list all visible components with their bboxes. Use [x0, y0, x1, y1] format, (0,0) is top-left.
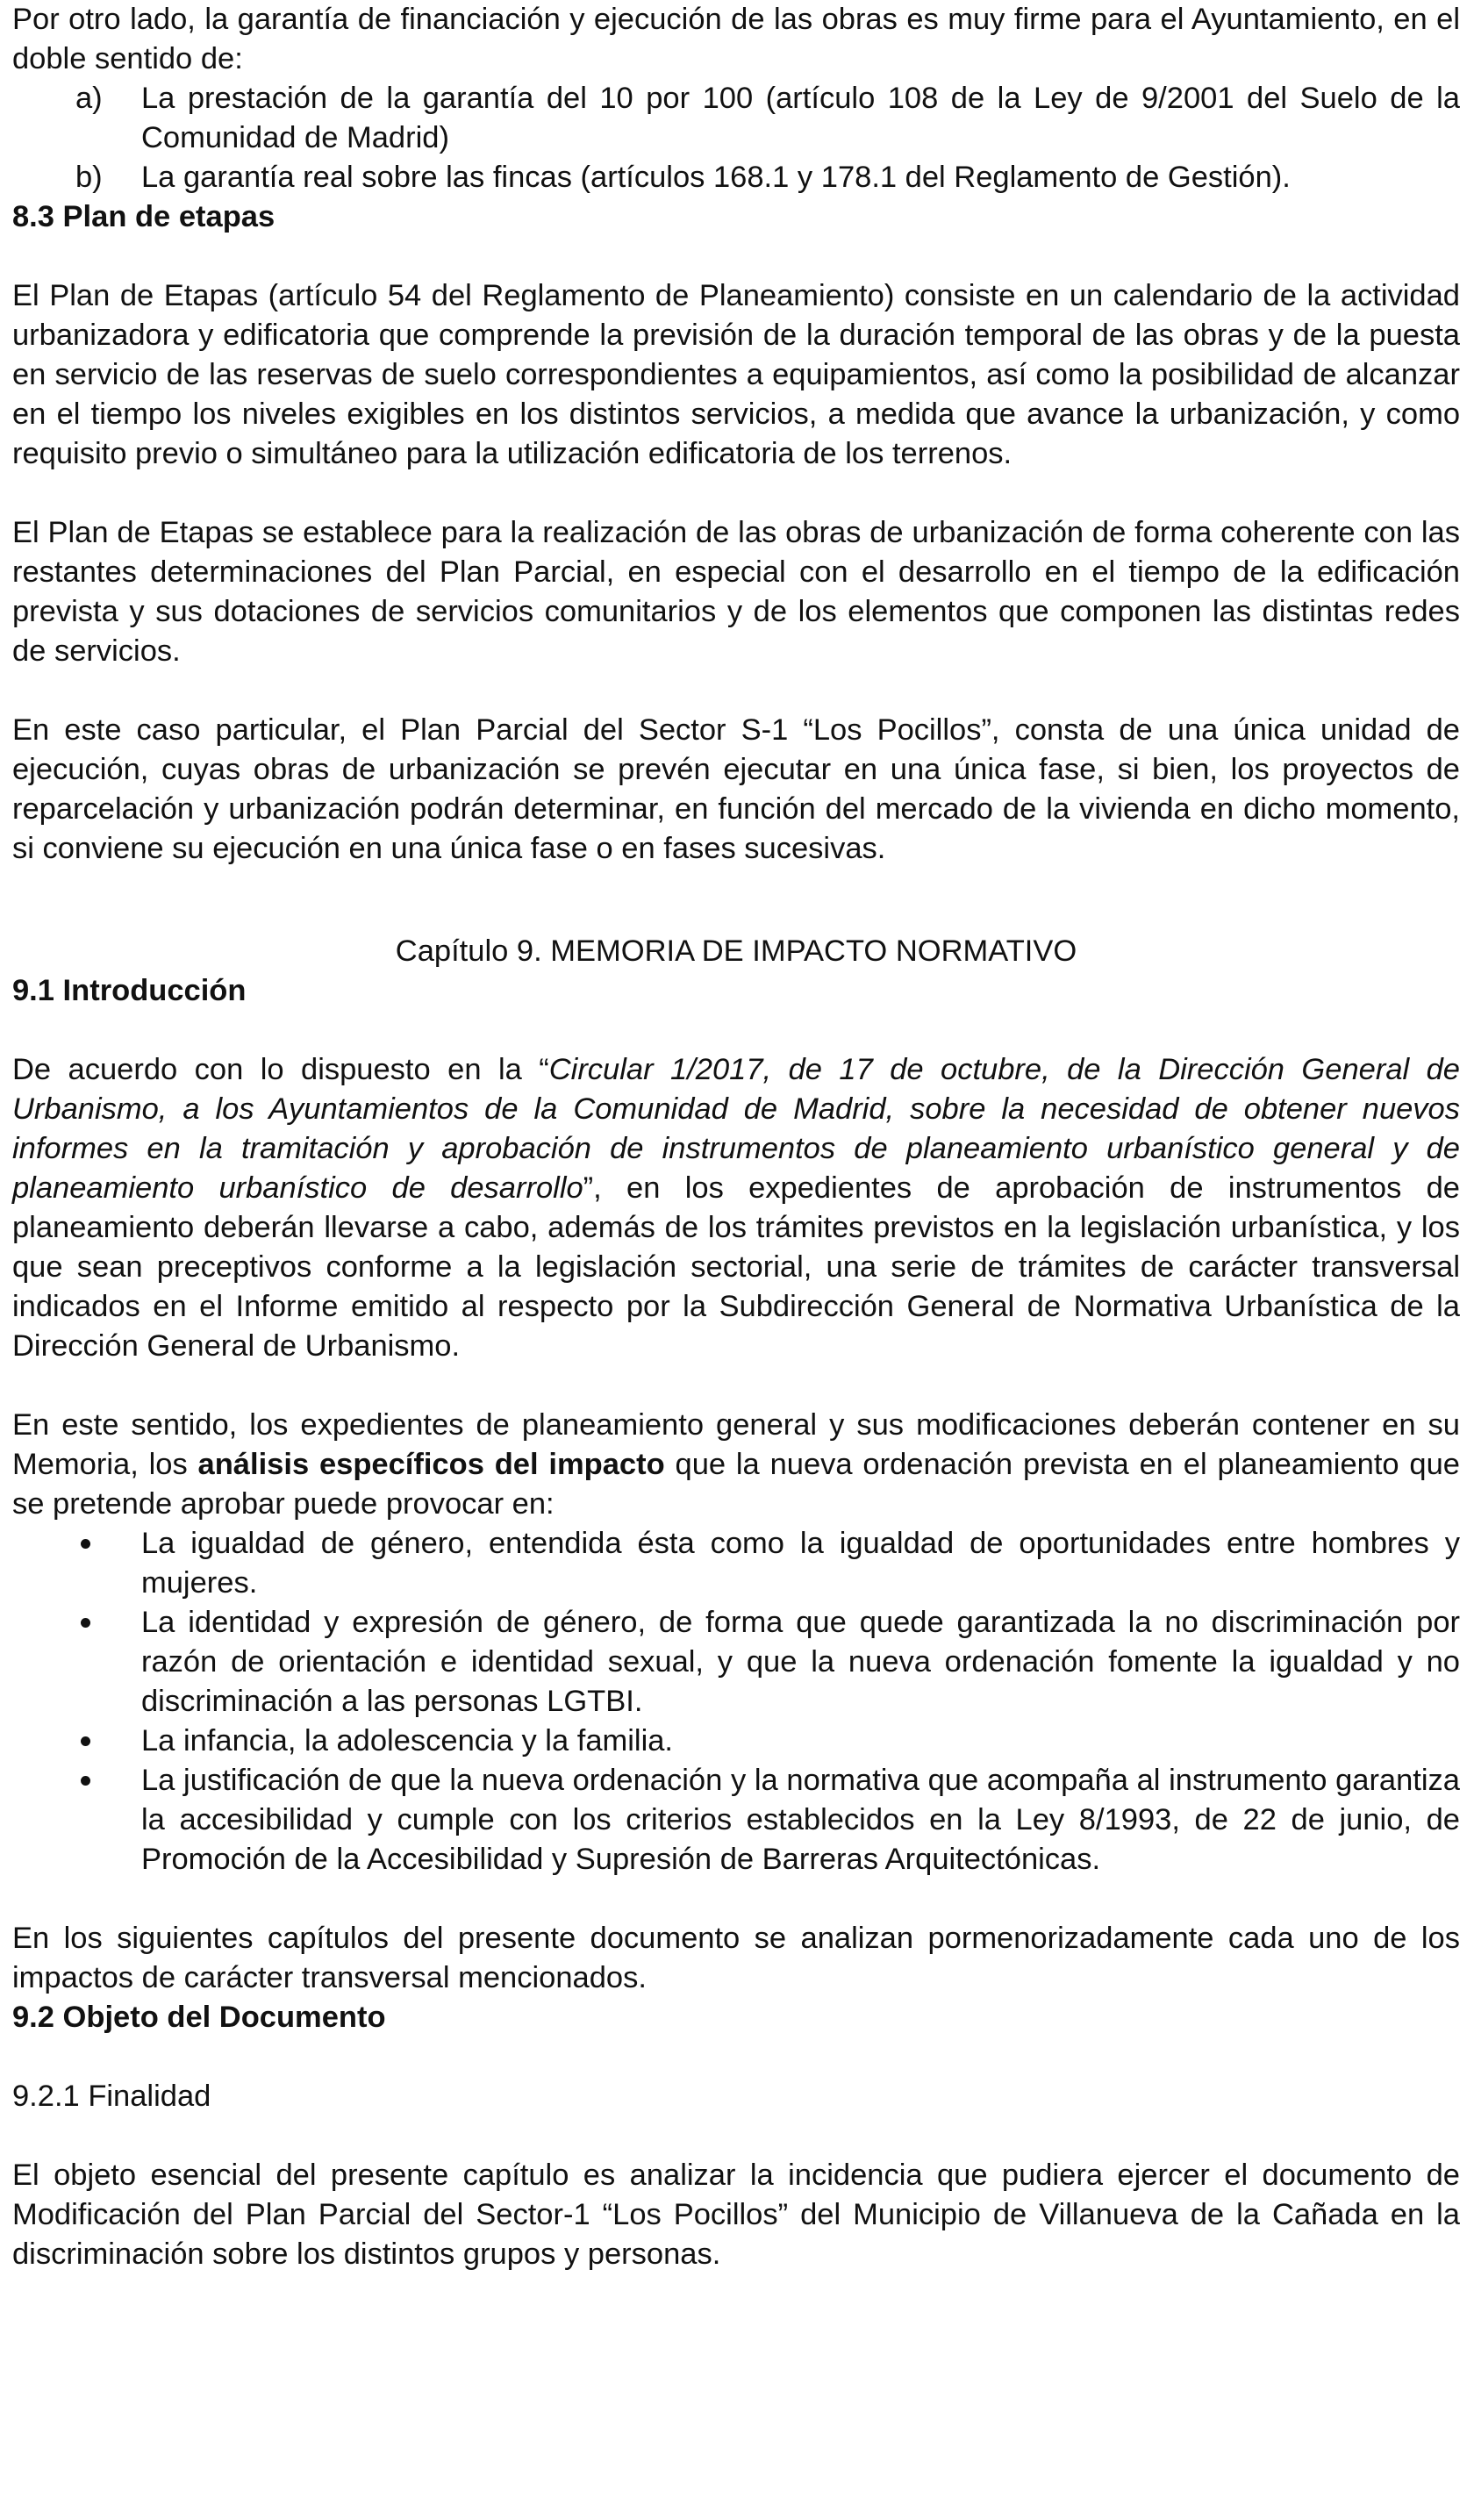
- list-item: [12, 79, 1460, 158]
- text-run: En este sentido, los expedientes de planeamiento general y sus modificaciones deberán contener en su Memoria, los: [12, 1408, 1460, 1481]
- chapter-title: Capítulo 9. MEMORIA DE IMPACTO NORMATIVO: [395, 934, 1077, 968]
- paragraph: El Plan de Etapas (artículo 54 del Reglamento de Planeamiento) consiste en un calendario de la actividad urbanizadora y edificatoria que comprende la previsión de la duración temporal de las obras y de la puesta en servicio de las reservas de suelo correspondientes a equipamientos, así como la posibilidad de alcanzar en el tiempo los niveles exigibles en los distintos servicios, a medida que avance la urbanización, y como requisito previo o simultáneo para la utilización edificatoria de los terrenos.: [12, 279, 1460, 470]
- paragraph: El objeto esencial del presente capítulo es analizar la incidencia que pudiera ejercer el documento de Modificación del Plan Parcial del Sector-1 “Los Pocillos” del Municipio de Villanueva de la Cañada en la discriminación sobre los distintos grupos y personas.: [12, 2158, 1460, 2271]
- list-item: [12, 158, 1460, 197]
- bullet-text: La identidad y expresión de género, de forma que quede garantizada la no discriminación por razón de orientación e identidad sexual, y que la nueva ordenación fomente la igualdad y no discriminación a las personas LGTBI.: [141, 1606, 1460, 1718]
- text-run: que la nueva ordenación prevista en el planeamiento que se pretende aprobar puede provocar en:: [12, 1448, 1460, 1521]
- paragraph: En los siguientes capítulos del presente documento se analizan pormenorizadamente cada uno de los impactos de carácter transversal mencionados.: [12, 1922, 1460, 1994]
- bullet-icon: [81, 1736, 90, 1746]
- paragraph-circular: [12, 1050, 1460, 1366]
- section-heading-9-1: 9.1 Introducción: [12, 974, 247, 1007]
- list-marker: a): [75, 82, 103, 115]
- intro-paragraph: Por otro lado, la garantía de financiación y ejecución de las obras es muy firme para el Ayuntamiento, en el doble sentido de:: [12, 3, 1460, 75]
- bullet-text: La infancia, la adolescencia y la familia.: [141, 1724, 674, 1758]
- bullet-icon: [81, 1776, 90, 1786]
- impact-emphasis: análisis específicos del impacto: [197, 1448, 665, 1481]
- bullet-icon: [81, 1539, 90, 1549]
- bullet-item: [12, 1524, 1460, 1603]
- list-item-text: La prestación de la garantía del 10 por 100 (artículo 108 de la Ley de 9/2001 del Suelo de la Comunidad de Madrid): [141, 82, 1460, 154]
- paragraph: En este caso particular, el Plan Parcial del Sector S-1 “Los Pocillos”, consta de una única unidad de ejecución, cuyas obras de urbanización se prevén ejecutar en una única fase, si bien, los proyectos de reparcelación y urbanización podrán determinar, en función del mercado de la vivienda en dicho momento, si conviene su ejecución en una única fase o en fases sucesivas.: [12, 713, 1460, 865]
- circular-citation: Circular 1/2017, de 17 de octubre, de la Dirección General de Urbanismo, a los Ayuntamientos de la Comunidad de Madrid, sobre la necesidad de obtener nuevos informes en la tramitación y aprobación de instrumentos de planeamiento urbanístico general y de planeamiento urbanístico de desarrollo: [12, 1053, 1460, 1205]
- section-heading-8-3: 8.3 Plan de etapas: [12, 200, 275, 233]
- bullet-icon: [81, 1618, 90, 1628]
- paragraph: El Plan de Etapas se establece para la realización de las obras de urbanización de forma coherente con las restantes determinaciones del Plan Parcial, en especial con el desarrollo en el tiempo de la edificación prevista y sus dotaciones de servicios comunitarios y de los elementos que componen las distintas redes de servicios.: [12, 516, 1460, 668]
- list-marker: b): [75, 161, 103, 194]
- bullet-text: La igualdad de género, entendida ésta como la igualdad de oportunidades entre hombres y mujeres.: [141, 1527, 1460, 1600]
- bullet-item: [12, 1722, 1460, 1761]
- text-run: De acuerdo con lo dispuesto en la “: [12, 1053, 549, 1086]
- bullet-text: La justificación de que la nueva ordenación y la normativa que acompaña al instrumento garantiza la accesibilidad y cumple con los criterios establecidos en la Ley 8/1993, de 22 de junio, de Promoción de la Accesibilidad y Supresión de Barreras Arquitectónicas.: [141, 1764, 1460, 1876]
- section-heading-9-2: 9.2 Objeto del Documento: [12, 2001, 386, 2034]
- document-page: [12, 0, 1460, 2274]
- list-item-text: La garantía real sobre las fincas (artículos 168.1 y 178.1 del Reglamento de Gestión).: [141, 161, 1291, 194]
- bullet-item: [12, 1761, 1460, 1879]
- impact-bullet-list: [12, 1524, 1460, 1879]
- subsection-heading: 9.2.1 Finalidad: [12, 2080, 211, 2113]
- guarantee-list: [12, 79, 1460, 197]
- text-run: ”, en los expedientes de aprobación de instrumentos de planeamiento deberán llevarse a cabo, además de los trámites previstos en la legislación urbanística, y los que sean preceptivos conforme a la legislación sectorial, una serie de trámites de carácter transversal indicados en el Informe emitido al respecto por la Subdirección General de Normativa Urbanística de la Dirección General de Urbanismo.: [12, 1171, 1460, 1363]
- paragraph-impact: [12, 1406, 1460, 1524]
- bullet-item: [12, 1603, 1460, 1722]
